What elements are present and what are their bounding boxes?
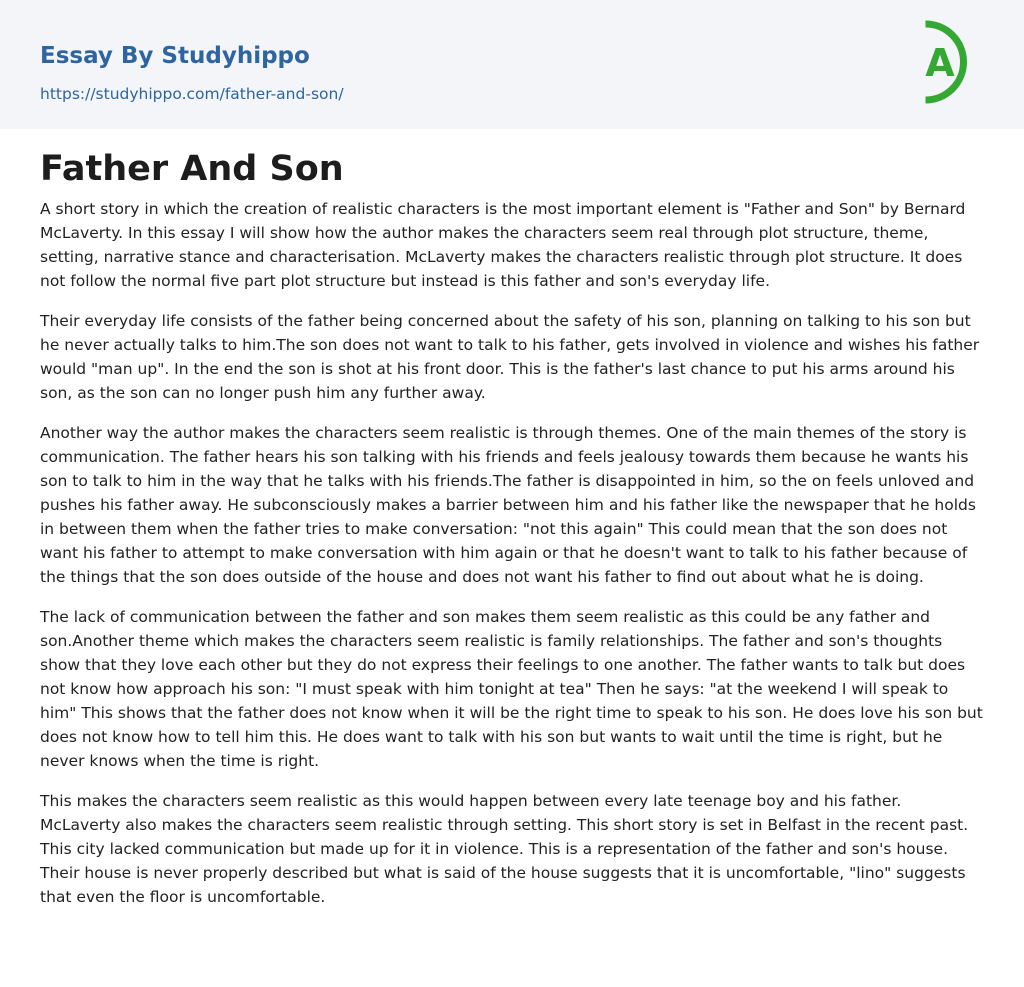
studyhippo-logo-icon[interactable] bbox=[908, 18, 988, 106]
essay-paragraph-2: Their everyday life consists of the father being concerned about the safety of his son, planning on talking to his son but he never actually talks to him.The son does not want to talk to his father, gets involved in violence and wishes his father would "man up". In the end the son is shot at his front door. This is the father's last chance to put his arms around his son, as the son can no longer push him any further away. bbox=[40, 312, 980, 402]
source-url-link[interactable]: https://studyhippo.com/father-and-son/ bbox=[40, 85, 344, 103]
essay-paragraph-1: A short story in which the creation of realistic characters is the most important element is "Father and Son" by Bernard McLaverty. In this essay I will show how the author makes the characters seem real through plot structure, theme, setting, narrative stance and characterisation. McLaverty makes the characters realistic through plot structure. It does not follow the normal five part plot structure but instead is this father and son's everyday life. bbox=[40, 200, 966, 290]
essay-paragraph-5: This makes the characters seem realistic as this would happen between every late teenage boy and his father. McLaverty also makes the characters seem realistic through setting. This short story is set in Belfast in the recent past. This city lacked communication but made up for it in violence. This is a representation of the father and son's house. Their house is never properly described but what is said of the house suggests that it is uncomfortable, "lino" suggests that even the floor is uncomfortable. bbox=[40, 792, 969, 906]
essay-paragraph-4: The lack of communication between the father and son makes them seem realistic as this could be any father and son.Another theme which makes the characters seem realistic is family relationships. The father and son's thoughts show that they love each other but they do not express their feelings to one another. The father wants to talk but does not know how approach his son: "I must speak with him tonight at tea" Then he says: "at the weekend I will speak to him" This shows that the father does not know when it will be the right time to speak to his son. He does love his son but does not know how to tell him this. He does want to talk with his son but wants to wait until the time is right, but he never knows when the time is right. bbox=[40, 608, 983, 770]
brand-title: Essay By Studyhippo bbox=[40, 43, 310, 69]
page-header bbox=[0, 0, 1024, 129]
article-body bbox=[0, 129, 1024, 909]
logo-letter: A bbox=[925, 41, 955, 85]
essay-paragraph-3: Another way the author makes the characters seem realistic is through themes. One of the main themes of the story is communication. The father hears his son talking with his friends and feels jealousy towards them because he wants his son to talk to him in the way that he talks with his friends.The father is disappointed in him, so the on feels unloved and pushes his father away. He subconsciously makes a barrier between him and his father like the newspaper that he holds in between them when the father tries to make conversation: "not this again" This could mean that the son does not want his father to attempt to make conversation with him again or that he doesn't want to talk to his father because of the things that the son does outside of the house and does not want his father to find out about what he is doing. bbox=[40, 424, 976, 586]
page-title: Father And Son bbox=[40, 149, 344, 189]
